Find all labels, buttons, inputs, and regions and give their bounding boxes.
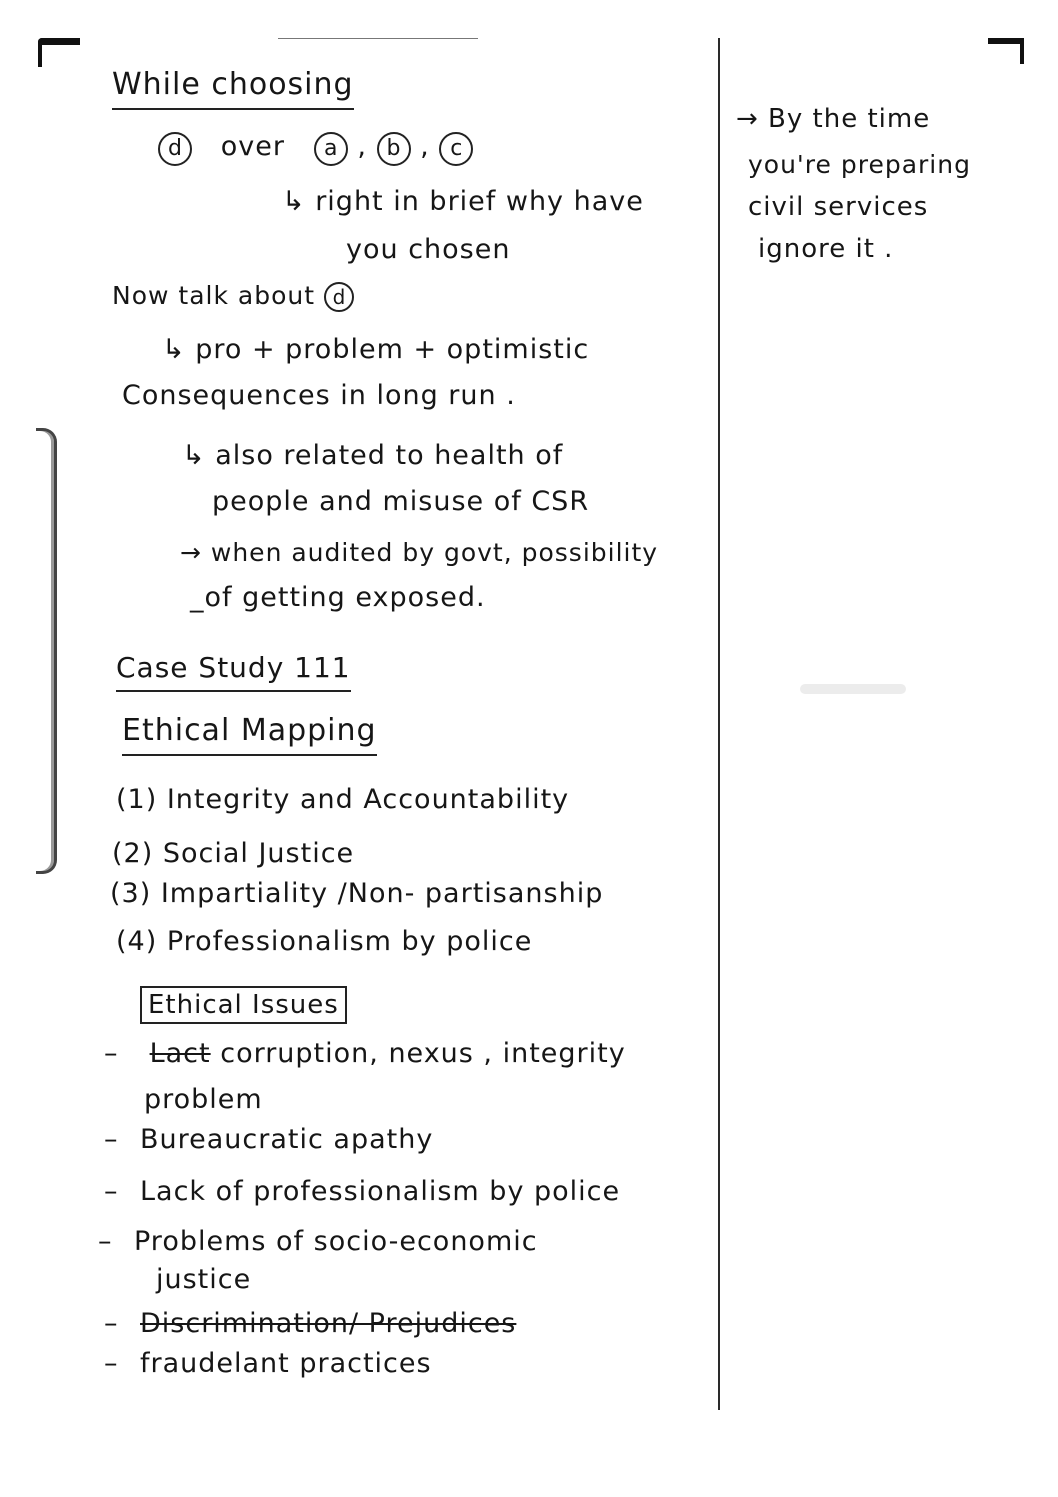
- audited-line-1: → when audited by govt, possibility: [180, 538, 659, 567]
- option-d-circle: d: [158, 132, 192, 166]
- issue-item: [104, 1040, 626, 1067]
- option-b-circle: b: [377, 132, 411, 166]
- over-text: over: [220, 131, 285, 162]
- mapping-item: (1) Integrity and Accountability: [116, 784, 570, 815]
- case-study-heading: Case Study 111: [116, 654, 351, 692]
- page-corner-top-right: [988, 38, 1024, 64]
- right-in-brief-line-2: you chosen: [346, 234, 511, 265]
- choice-line: [158, 132, 473, 166]
- mapping-item: (4) Professionalism by police: [116, 926, 533, 957]
- issue-continuation: problem: [144, 1084, 263, 1115]
- dash: –: [98, 1226, 113, 1257]
- dash: –: [104, 1124, 119, 1155]
- dash: –: [104, 1348, 119, 1379]
- issue-item: [104, 1350, 432, 1377]
- dash: –: [104, 1176, 119, 1207]
- margin-note-line-1: → By the time: [736, 104, 931, 134]
- issue-text: Bureaucratic apathy: [140, 1124, 434, 1155]
- now-talk-text: Now talk about: [112, 281, 316, 310]
- issue-text: Lack of professionalism by police: [140, 1176, 621, 1207]
- dash: –: [104, 1038, 119, 1069]
- issue-item: [104, 1178, 620, 1205]
- issue-text: corruption, nexus , integrity: [220, 1038, 626, 1069]
- issue-item: [104, 1310, 516, 1337]
- struck-word: Lact: [149, 1038, 211, 1069]
- option-a-circle: a: [314, 132, 348, 166]
- issue-text: Problems of socio-economic: [134, 1226, 538, 1257]
- separator: ,: [420, 131, 430, 162]
- option-d-circle: d: [324, 282, 354, 312]
- issue-continuation: justice: [156, 1264, 252, 1295]
- issue-item: [104, 1126, 433, 1153]
- ethical-mapping-heading: Ethical Mapping: [122, 716, 377, 756]
- issue-item: [98, 1228, 538, 1255]
- mapping-item: (3) Impartiality /Non- partisanship: [110, 878, 604, 909]
- mapping-item: (2) Social Justice: [112, 838, 355, 869]
- consequences-line: Consequences in long run .: [122, 380, 516, 411]
- also-related-line-2: people and misuse of CSR: [212, 486, 590, 517]
- struck-issue-text: Discrimination/ Prejudices: [140, 1308, 517, 1339]
- margin-note-line-2: you're preparing: [748, 150, 971, 179]
- ethical-issues-heading: Ethical Issues: [140, 986, 347, 1024]
- audited-line-2: _of getting exposed.: [190, 582, 486, 613]
- margin-note-line-3: civil services: [748, 192, 929, 222]
- pro-problem-line: ↳ pro + problem + optimistic: [162, 334, 590, 365]
- also-related-line-1: ↳ also related to health of: [182, 440, 564, 471]
- now-talk-about-line: [112, 282, 354, 312]
- heading-while-choosing: While choosing: [112, 70, 354, 110]
- separator: ,: [357, 131, 367, 162]
- margin-note-line-4: ignore it .: [758, 234, 894, 264]
- dash: –: [104, 1308, 119, 1339]
- issue-text: fraudelant practices: [140, 1348, 432, 1379]
- page-corner-top-left: [38, 38, 80, 67]
- right-in-brief-line-1: ↳ right in brief why have: [282, 186, 644, 217]
- margin-line: [718, 38, 720, 1410]
- faint-smudge: [800, 684, 906, 694]
- option-c-circle: c: [439, 132, 473, 166]
- binder-clip: [36, 428, 57, 874]
- top-edge-line: [278, 38, 478, 39]
